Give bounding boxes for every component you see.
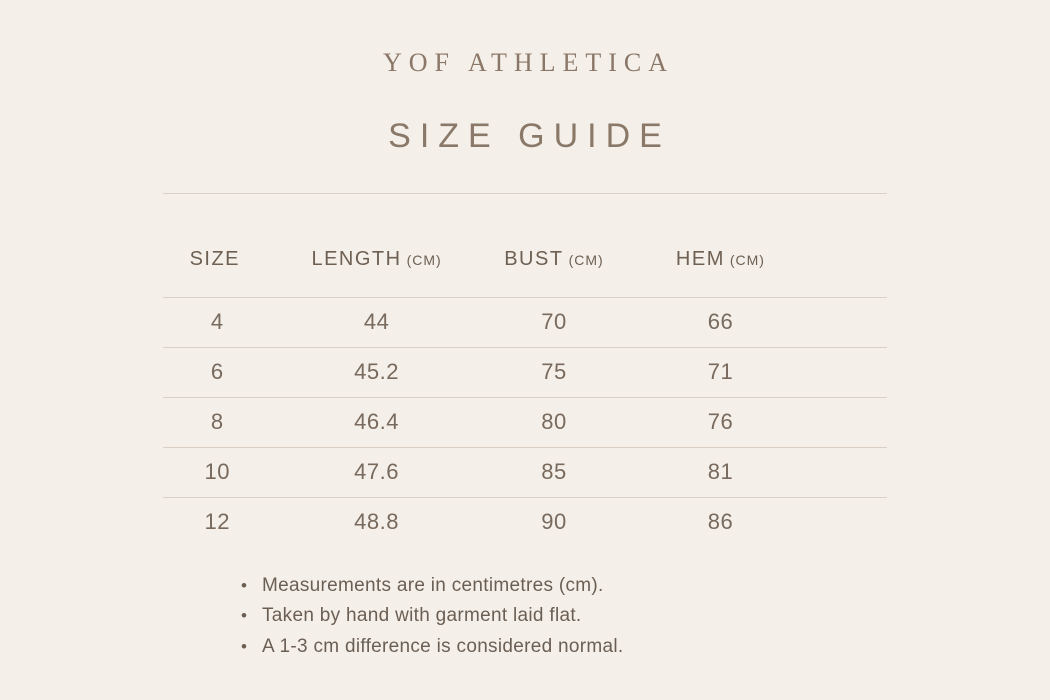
spacer-cell (815, 297, 887, 347)
size-cell: 12 (204, 508, 231, 534)
col-header-size (163, 193, 272, 297)
hem-cell: 71 (707, 358, 734, 384)
length-cell: 46.4 (354, 408, 399, 434)
size-cell: 6 (210, 358, 224, 384)
bullet-icon: • (241, 606, 248, 626)
table-row (163, 447, 887, 497)
list-item (241, 601, 1050, 632)
bust-cell: 75 (541, 358, 567, 384)
spacer-cell (815, 447, 887, 497)
length-cell: 48.8 (354, 508, 399, 534)
note-text: A 1-3 cm difference is considered normal. (262, 635, 624, 657)
spacer-cell (815, 497, 887, 547)
length-cell: 47.6 (354, 458, 399, 484)
col-header-size-label: SIZE (189, 247, 241, 270)
bust-cell: 70 (541, 308, 567, 334)
spacer-cell (815, 397, 887, 447)
notes-list (241, 571, 1050, 663)
length-cell: 44 (363, 308, 390, 334)
table-row (163, 397, 887, 447)
length-cell: 45.2 (354, 358, 399, 384)
table-row (163, 297, 887, 347)
list-item (241, 571, 1050, 602)
hem-cell: 81 (707, 458, 734, 484)
note-text: Measurements are in centimetres (cm). (262, 574, 604, 596)
list-item (241, 632, 1050, 663)
table-row (163, 497, 887, 547)
hem-cell: 86 (707, 508, 734, 534)
col-header-hem-unit: (CM) (729, 251, 765, 268)
col-header-length-unit: (CM) (406, 251, 442, 268)
col-header-bust (482, 193, 627, 297)
size-table (163, 193, 887, 547)
hem-cell: 76 (707, 408, 734, 434)
col-header-hem (626, 193, 814, 297)
brand-title: YOF ATHLETICA (382, 48, 675, 77)
size-cell: 4 (210, 308, 224, 334)
col-header-hem-label: HEM (675, 247, 725, 270)
bust-cell: 85 (541, 458, 567, 484)
bullet-icon: • (241, 575, 248, 595)
page-title: SIZE GUIDE (388, 117, 671, 156)
bust-cell: 80 (541, 408, 567, 434)
size-cell: 8 (210, 408, 224, 434)
col-header-bust-label: BUST (504, 247, 564, 270)
col-header-length-label: LENGTH (311, 247, 402, 270)
table-header-row (163, 193, 887, 297)
note-text: Taken by hand with garment laid flat. (262, 605, 582, 627)
table-row (163, 347, 887, 397)
col-header-length (272, 193, 482, 297)
col-header-spacer (815, 193, 887, 297)
hem-cell: 66 (707, 308, 734, 334)
col-header-bust-unit: (CM) (568, 251, 604, 268)
bullet-icon: • (241, 636, 248, 656)
size-cell: 10 (204, 458, 231, 484)
bust-cell: 90 (541, 508, 567, 534)
spacer-cell (815, 347, 887, 397)
